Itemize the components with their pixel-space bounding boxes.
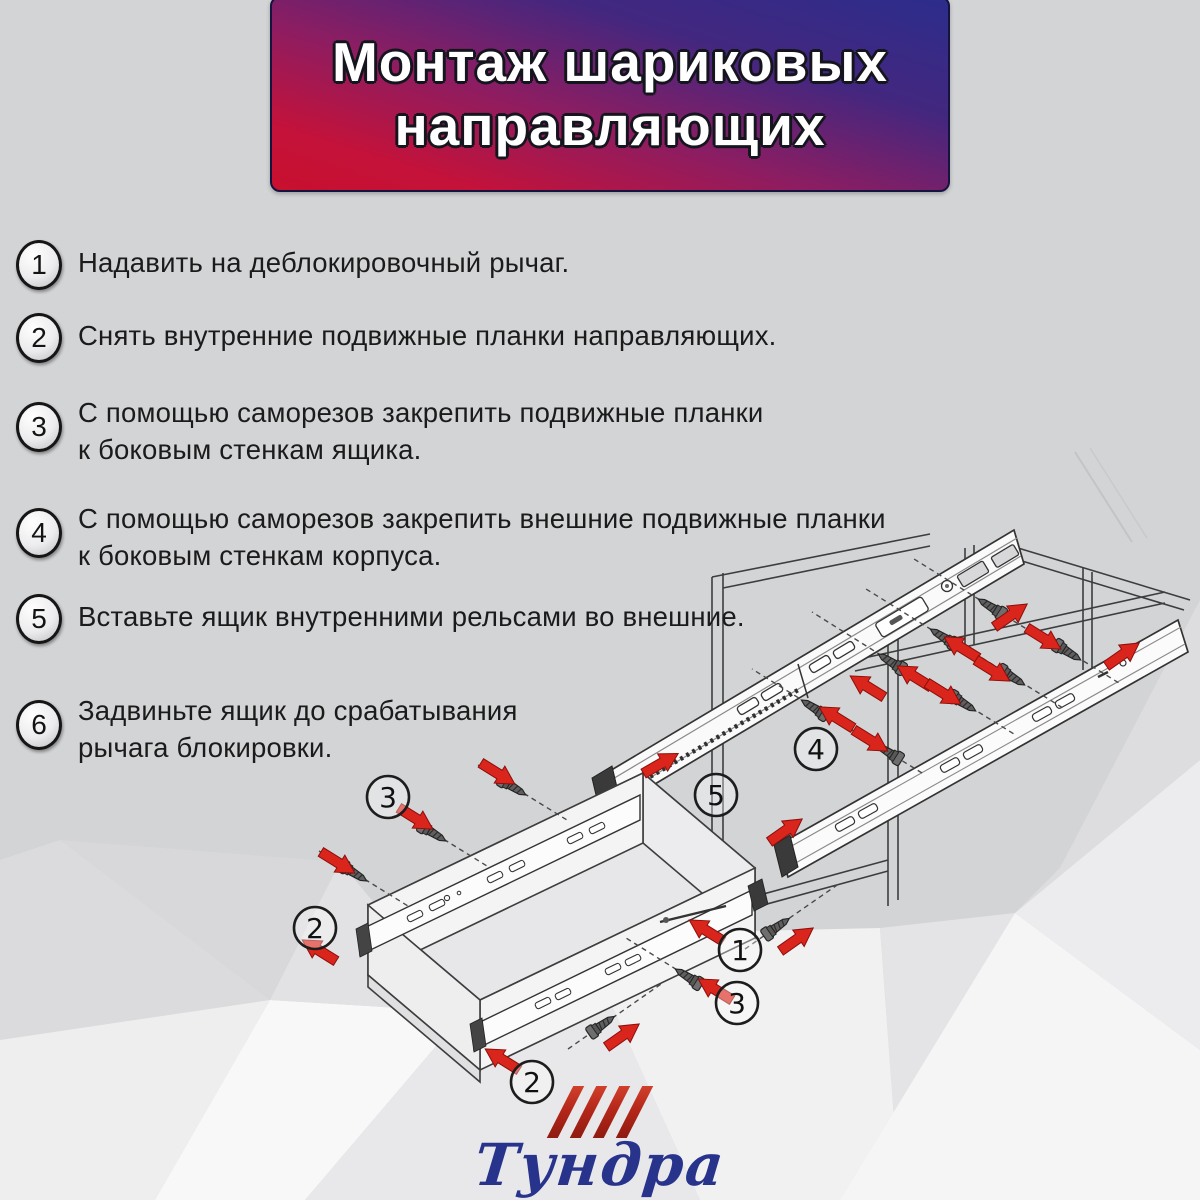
- callout-5: [695, 774, 737, 816]
- callout-3-right: [716, 982, 758, 1024]
- callout-1: [719, 929, 761, 971]
- brand-name: Тундра: [471, 1131, 729, 1199]
- svg-text:4: 4: [807, 733, 825, 766]
- callout-3-top: [367, 776, 409, 818]
- step-3-number: 3: [16, 402, 62, 452]
- step-4-number: 4: [16, 508, 62, 558]
- svg-text:5: 5: [707, 779, 725, 812]
- callout-4: [795, 728, 837, 770]
- step-6: [16, 688, 518, 766]
- step-4: [16, 496, 886, 574]
- step-4-text: С помощью саморезов закрепить внешние подвижные планки к боковым стенкам корпуса.: [78, 503, 886, 571]
- svg-text:3: 3: [728, 987, 746, 1020]
- step-3-text: С помощью саморезов закрепить подвижные планки к боковым стенкам ящика.: [78, 397, 764, 465]
- step-3: [16, 390, 763, 468]
- step-6-number: 6: [16, 700, 62, 750]
- callout-2-left: [294, 907, 336, 949]
- step-6-text: Задвиньте ящик до срабатывания рычага блокировки.: [78, 695, 518, 763]
- svg-text:2: 2: [523, 1066, 541, 1099]
- brand-logo: [400, 1086, 800, 1199]
- title-banner: [270, 0, 950, 192]
- title-line-2: направляющих: [394, 95, 826, 157]
- step-5-text: Вставьте ящик внутренними рельсами во внешние.: [78, 601, 745, 632]
- step-2-number: 2: [16, 313, 62, 363]
- title-line-1: Монтаж шариковых: [331, 31, 889, 93]
- svg-text:2: 2: [306, 912, 324, 945]
- svg-text:1: 1: [731, 934, 749, 967]
- step-2-text: Снять внутренние подвижные планки направляющих.: [78, 320, 777, 351]
- step-5: [16, 594, 745, 644]
- step-5-number: 5: [16, 594, 62, 644]
- step-2: [16, 313, 777, 363]
- step-1: [16, 240, 569, 290]
- svg-text:3: 3: [379, 781, 397, 814]
- step-1-text: Надавить на деблокировочный рычаг.: [78, 247, 570, 278]
- step-1-number: 1: [16, 240, 62, 290]
